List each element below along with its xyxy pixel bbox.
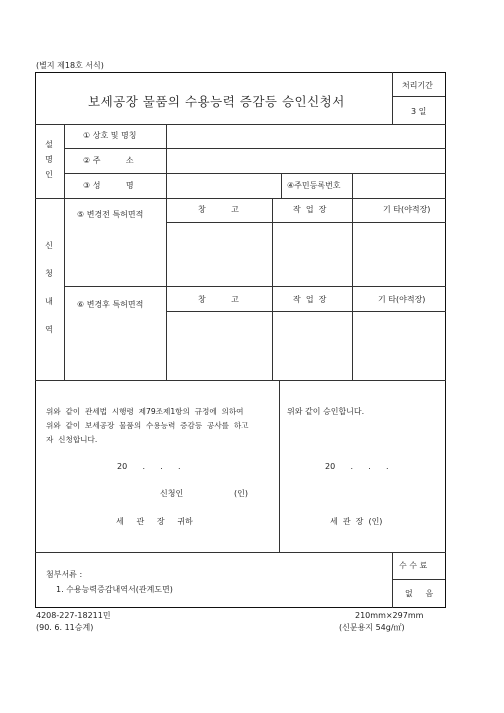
paper-type: (신문용지 54g/㎡) <box>339 623 405 632</box>
after-col-other: 기 타(야적장) <box>378 295 426 304</box>
approval-text: 위와 같이 승인합니다. <box>287 407 365 416</box>
statement-bottom <box>35 552 446 553</box>
statement-divider <box>279 380 280 552</box>
application-section-label-1: 신 <box>45 241 53 250</box>
processing-period-value: 3 일 <box>411 107 427 116</box>
application-label-divider <box>64 198 65 380</box>
before-header-bottom <box>166 222 446 223</box>
statement-line-1: 위와 같이 관세법 시행령 제79조제1항의 규정에 의하여 <box>46 407 244 416</box>
fee-divider <box>392 552 393 608</box>
application-col-divider-1 <box>272 198 273 380</box>
applicant-label-divider <box>64 124 65 198</box>
fee-label: 수 수 료 <box>399 561 428 570</box>
applicant-signature: 신청인 (인) <box>160 489 249 498</box>
form-code: 4208-227-18211민 <box>36 611 111 620</box>
resident-no-divider-right <box>352 173 353 198</box>
fee-row-divider <box>392 579 445 580</box>
company-name-label: ① 상호 및 명칭 <box>83 131 137 140</box>
application-bottom <box>35 380 446 381</box>
application-field-divider <box>166 198 167 380</box>
attachment-number: (별지 제18호 서식) <box>36 61 104 70</box>
application-col-divider-2 <box>352 198 353 380</box>
address-label: ② 주 소 <box>83 156 134 165</box>
after-area-label: ⑥ 변경후 특허면적 <box>77 300 144 309</box>
applicant-row-2 <box>64 173 446 174</box>
before-area-label: ⑤ 변경전 특허면적 <box>77 210 144 219</box>
application-section-label-2: 청 <box>45 269 53 278</box>
resident-no-label: ④주민등록번호 <box>287 181 341 190</box>
resident-no-divider-left <box>281 173 282 198</box>
title-divider <box>392 72 393 124</box>
before-after-divider <box>64 286 446 287</box>
title-bottom <box>35 124 446 125</box>
frame-bottom <box>35 607 446 608</box>
statement-line-2: 위와 같이 보세공장 물품의 수용능력 증감등 공사를 하고 <box>46 421 249 430</box>
fee-value: 없 음 <box>405 589 434 598</box>
applicant-row-1 <box>64 148 446 149</box>
before-col-workshop: 작 업 장 <box>293 205 327 214</box>
approver-signature: 세 관 장 (인) <box>330 517 383 526</box>
approval-date: 20 . . . <box>325 462 389 471</box>
approval-info: (90. 6. 11승계) <box>36 623 94 632</box>
frame-right <box>445 72 446 608</box>
frame-top <box>35 72 446 73</box>
before-col-other: 기 타(야적장) <box>383 205 431 214</box>
processing-period-label: 처리기간 <box>402 81 433 90</box>
application-date: 20 . . . <box>117 462 181 471</box>
form-title: 보세공장 물품의 수용능력 증감등 승인신청서 <box>88 94 345 109</box>
frame-left <box>35 72 36 608</box>
applicant-bottom <box>35 198 446 199</box>
period-divider <box>392 96 445 97</box>
name-label: ③ 성 명 <box>83 181 134 190</box>
after-col-warehouse: 창 고 <box>198 295 239 304</box>
applicant-section-label-3: 인 <box>45 170 53 179</box>
attachments-label: 첨부서류 : <box>46 570 83 579</box>
paper-size: 210mm×297mm <box>355 611 424 620</box>
application-section-label-3: 내 <box>45 297 53 306</box>
recipient-customs: 세 관 장 귀하 <box>116 517 193 526</box>
applicant-section-label-2: 명 <box>45 155 53 164</box>
after-header-bottom <box>166 311 446 312</box>
applicant-field-divider <box>166 124 167 198</box>
attachment-item-1: 1. 수용능력증감내역서(관계도면) <box>56 585 173 594</box>
before-col-warehouse: 창 고 <box>198 205 239 214</box>
applicant-section-label-1: 설 <box>45 140 53 149</box>
statement-line-3: 자 신청합니다. <box>46 435 98 444</box>
application-section-label-4: 역 <box>45 325 53 334</box>
after-col-workshop: 작 업 장 <box>293 295 327 304</box>
